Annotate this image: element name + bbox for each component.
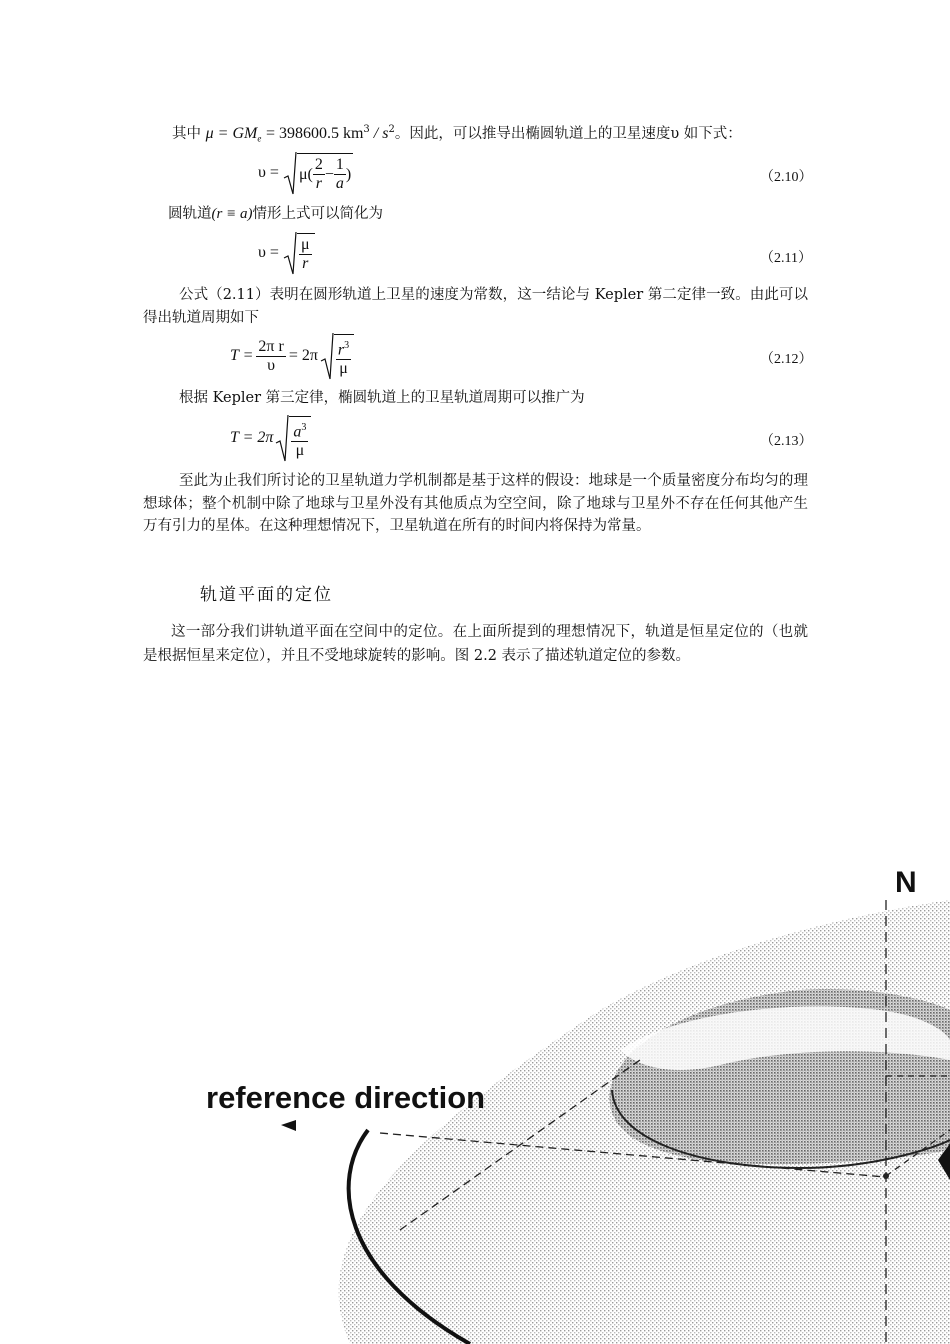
s-exponent: 2 [388,124,395,135]
equation-2-13 [230,412,311,464]
radical-sign [320,331,334,381]
eq212-frac-num: 2π r [258,337,284,355]
orbit-figure [0,850,950,1344]
circular-orbit-line [168,204,383,224]
eq212-exp: 3 [344,339,350,351]
intro-formula-line [172,120,742,149]
earth-center [883,1173,889,1179]
frac2-den: a [335,175,344,192]
eq211-num: μ [300,236,310,253]
section-heading: 轨道平面的定位 [200,585,333,605]
eq212-sqrt-num: r [337,341,345,359]
paragraph-assumptions: 至此为止我们所讨论的卫星轨道力学机制都是基于这样的假设：地球是一个质量密度分布均匀的理想球体；整个机制中除了地球与卫星外没有其他质点为空空间，除了地球与卫星外不存在任何其他产生万有引力的星体。在这种理想情况下，卫星轨道在所有的时间内将保持为常量。 [143,473,808,534]
eq213-lhs: T = 2π [230,429,274,446]
radical-sign [275,413,289,463]
earth-subscript: e [257,133,262,144]
sqrt-block [283,150,353,196]
circ-pre: 圆轨道 [168,206,212,222]
km-exponent: 3 [363,124,370,135]
radical-sign [283,150,297,196]
equation-2-11 [258,230,315,276]
mu-definition: μ = GM [205,124,258,142]
reference-arrow-icon [281,1120,296,1131]
intro-suffix: 。因此，可以推导出椭圆轨道上的卫星速度υ 如下式： [394,125,742,142]
paragraph-kepler3: 根据 Kepler 第三定律，椭圆轨道上的卫星轨道周期可以推广为 [179,390,585,406]
reference-direction-label: reference direction [206,1080,486,1115]
eq212-frac-den: υ [267,356,276,374]
eq210-number: （2.10） [760,170,813,185]
radical-sign [283,230,297,276]
eq210-lhs: υ = [258,164,279,181]
frac2-num: 1 [335,156,344,173]
eq211-number: （2.11） [760,251,812,266]
eq211-lhs: υ = [258,244,279,261]
frac1-num: 2 [314,156,323,173]
paragraph-kepler2: 公式（2.11）表明在圆形轨道上卫星的速度为常数，这一结论与 Kepler 第二定律一致。由此可以得出轨道周期如下 [143,287,808,326]
eq212-mid: = 2π [288,347,318,364]
north-label: N [895,866,917,899]
eq213-exp: 3 [301,421,307,433]
eq213-den: μ [295,442,305,460]
equation-2-12 [230,330,354,382]
eq213-num: a [293,423,302,441]
paren-close: ) [345,165,352,183]
circ-condition: (r ≡ a) [211,206,253,222]
circ-post: 情形上式可以简化为 [252,206,383,222]
eq211-den: r [302,255,309,272]
eq212-number: （2.12） [760,352,813,367]
frac1-den: r [315,175,322,192]
equation-2-10 [258,150,353,196]
intro-prefix: 其中 [172,125,201,142]
mu-value: = 398600.5 km [265,124,364,142]
eq212-sqrt-den: μ [339,360,348,378]
mu-open: μ( [298,165,313,183]
minus-sign: − [324,165,334,183]
unit-s: / s [369,124,389,142]
eq212-lhs: T = [230,347,254,364]
paragraph-orbit-plane: 这一部分我们讲轨道平面在空间中的定位。在上面所提到的理想情况下，轨道是恒星定位的（也就是根据恒星来定位），并且不受地球旋转的影响。图 2.2 表示了描述轨道定位的参数。 [143,624,808,664]
eq213-number: （2.13） [760,434,813,449]
